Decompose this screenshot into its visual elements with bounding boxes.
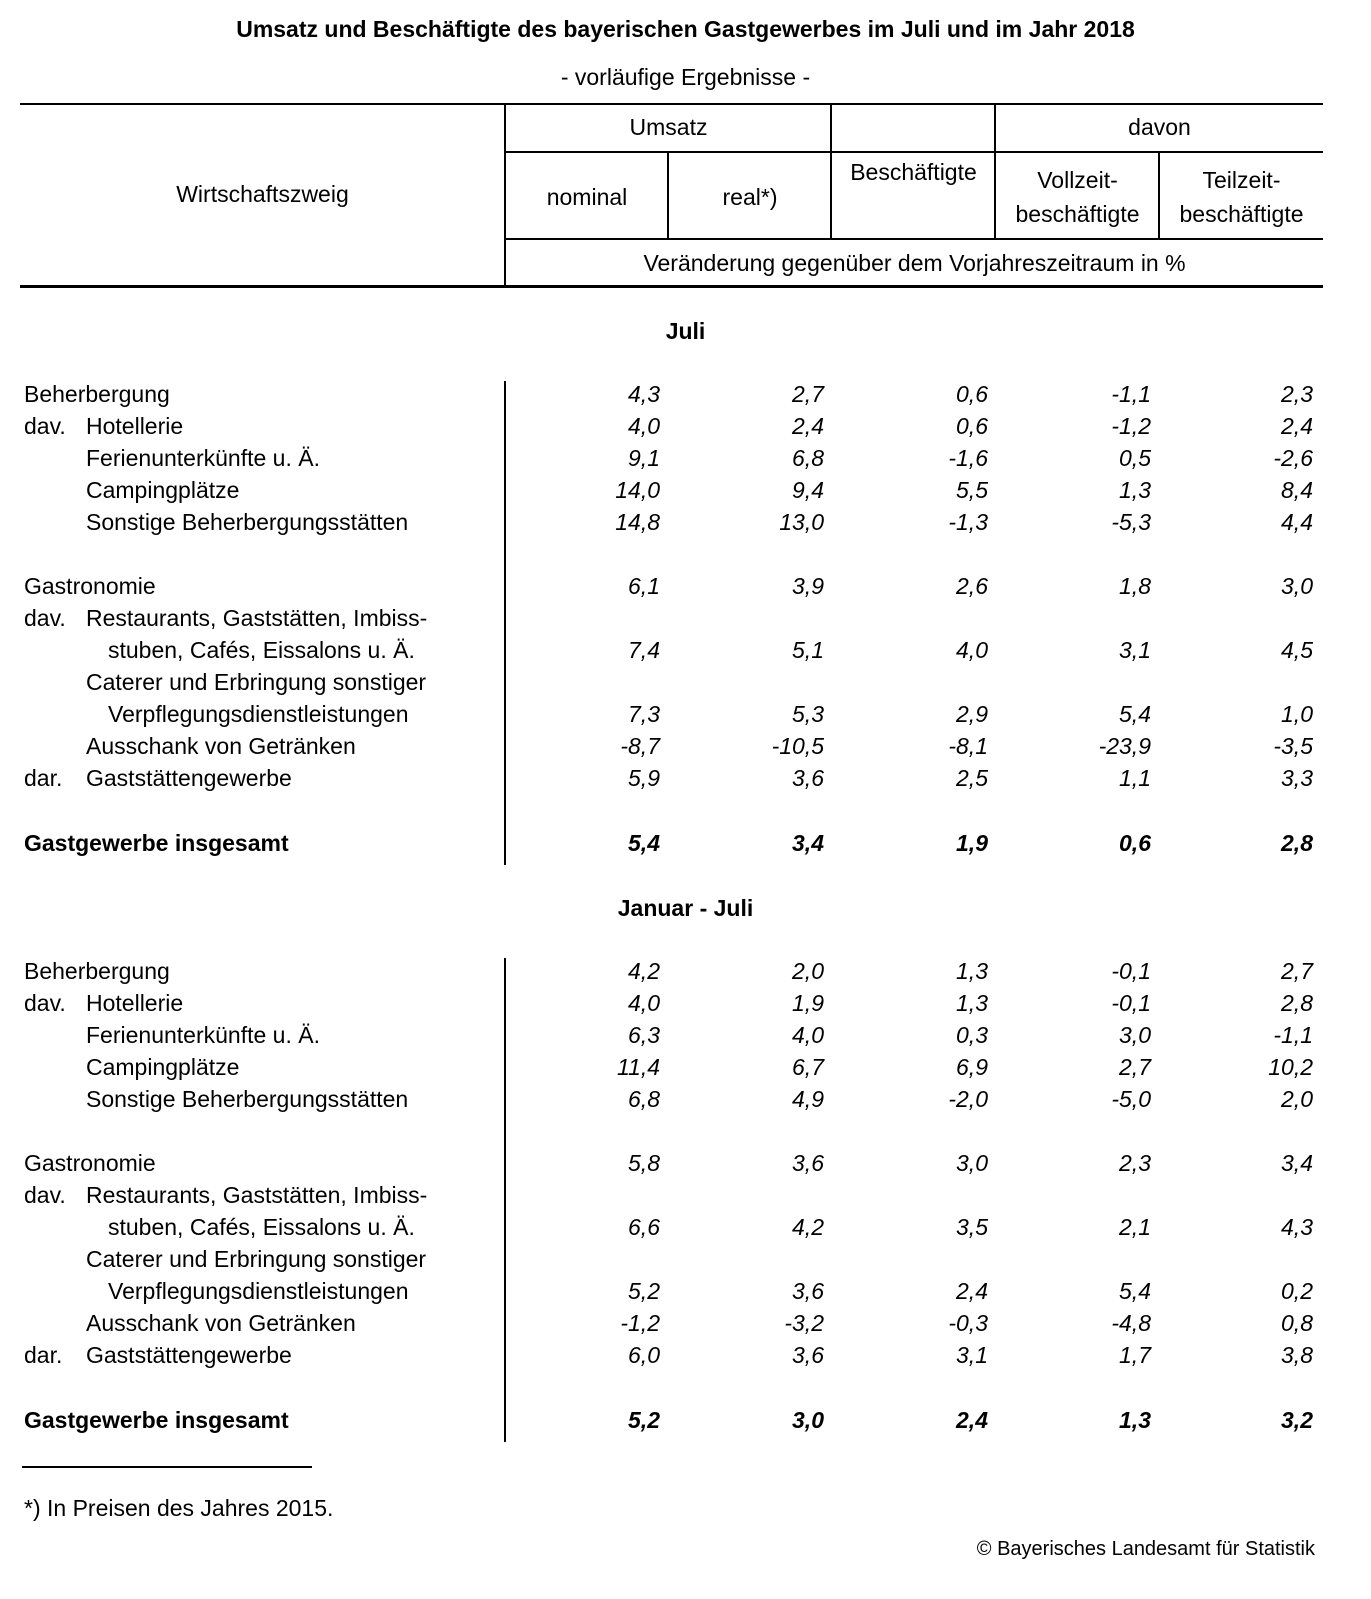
table-row — [0, 381, 1371, 413]
row-value: -0,1 — [1111, 990, 1151, 1016]
footnote-rule — [22, 1466, 312, 1468]
row-value: 3,0 — [792, 1407, 824, 1433]
row-value: 8,4 — [1281, 477, 1313, 503]
row-label: Hotellerie — [86, 990, 184, 1016]
row-value: 5,4 — [1119, 1278, 1151, 1304]
table-row — [0, 573, 1371, 605]
row-value: 2,6 — [956, 573, 988, 599]
row-value: 4,0 — [956, 637, 988, 663]
table-row — [0, 1022, 1371, 1054]
row-value: 4,0 — [628, 413, 660, 439]
row-value: 0,5 — [1119, 445, 1151, 471]
row-value: 4,2 — [792, 1214, 824, 1240]
row-label: Verpflegungsdienstleistungen — [108, 701, 409, 727]
table-row — [0, 1054, 1371, 1086]
row-value: 3,6 — [792, 1278, 824, 1304]
header-teilzeit — [1160, 163, 1323, 231]
row-value: 7,3 — [628, 701, 660, 727]
row-value: 5,4 — [628, 830, 660, 856]
row-value: -1,3 — [948, 509, 988, 535]
header-vollzeit-line1: Vollzeit- — [1037, 167, 1118, 193]
row-label: Caterer und Erbringung sonstiger — [86, 1246, 427, 1272]
row-value: 1,9 — [956, 830, 988, 856]
row-value: 0,8 — [1281, 1310, 1313, 1336]
header-rule-1 — [505, 151, 1323, 153]
row-value: 4,4 — [1281, 509, 1313, 535]
row-value: 4,0 — [628, 990, 660, 1016]
row-value: 5,2 — [628, 1407, 660, 1433]
row-label: Restaurants, Gaststätten, Imbiss- — [86, 605, 428, 631]
row-value: 6,7 — [792, 1054, 824, 1080]
row-value: 3,0 — [1119, 1022, 1151, 1048]
row-value: 2,4 — [956, 1278, 988, 1304]
row-value: 1,3 — [1119, 477, 1151, 503]
row-prefix: dav. — [24, 990, 66, 1016]
row-value: 0,6 — [1119, 830, 1151, 856]
row-value: 6,8 — [792, 445, 824, 471]
table-row — [0, 477, 1371, 509]
row-value: 0,6 — [956, 413, 988, 439]
table-subtitle: - vorläufige Ergebnisse - — [560, 64, 811, 90]
row-value: 2,7 — [1281, 958, 1313, 984]
row-value: -3,5 — [1273, 733, 1313, 759]
row-value: 2,7 — [1119, 1054, 1151, 1080]
row-value: -1,1 — [1111, 381, 1151, 407]
row-value: -2,0 — [948, 1086, 988, 1112]
row-value: 1,7 — [1119, 1342, 1151, 1368]
table-row — [0, 445, 1371, 477]
table-row — [0, 1214, 1371, 1246]
row-value: 1,9 — [792, 990, 824, 1016]
header-unit: Veränderung gegenüber dem Vorjahreszeitraum in % — [643, 250, 1186, 276]
row-value: -1,2 — [620, 1310, 660, 1336]
table-row — [0, 1246, 1371, 1278]
row-label: Beherbergung — [24, 958, 170, 984]
header-teilzeit-line2: beschäftigte — [1179, 201, 1304, 227]
row-value: 2,4 — [1281, 413, 1313, 439]
copyright: © Bayerisches Landesamt für Statistik — [976, 1538, 1315, 1560]
row-value: 1,3 — [956, 990, 988, 1016]
row-value: 2,4 — [792, 413, 824, 439]
row-label: Beherbergung — [24, 381, 170, 407]
table-row — [0, 990, 1371, 1022]
row-value: 3,4 — [1281, 1150, 1313, 1176]
row-value: 3,0 — [956, 1150, 988, 1176]
row-value: 6,3 — [628, 1022, 660, 1048]
row-value: -10,5 — [771, 733, 824, 759]
row-value: -1,1 — [1273, 1022, 1313, 1048]
row-value: 5,9 — [628, 765, 660, 791]
row-value: 3,9 — [792, 573, 824, 599]
row-value: 3,0 — [1281, 573, 1313, 599]
header-umsatz: Umsatz — [629, 114, 708, 140]
row-label: Sonstige Beherbergungsstätten — [86, 1086, 409, 1112]
row-label: Gastronomie — [24, 1150, 156, 1176]
header-wirtschaftszweig: Wirtschaftszweig — [176, 181, 349, 207]
header-nominal: nominal — [546, 184, 628, 210]
table-row — [0, 509, 1371, 541]
row-label: Ferienunterkünfte u. Ä. — [86, 1022, 320, 1048]
row-value: 6,0 — [628, 1342, 660, 1368]
row-value: -2,6 — [1273, 445, 1313, 471]
table-row — [0, 1086, 1371, 1118]
row-value: 2,8 — [1281, 830, 1313, 856]
row-value: 6,6 — [628, 1214, 660, 1240]
row-value: 5,5 — [956, 477, 988, 503]
row-value: 6,8 — [628, 1086, 660, 1112]
row-value: 10,2 — [1268, 1054, 1313, 1080]
header-vollzeit-line2: beschäftigte — [1015, 201, 1140, 227]
row-value: 4,9 — [792, 1086, 824, 1112]
row-value: 2,8 — [1281, 990, 1313, 1016]
header-davon: davon — [1128, 114, 1191, 140]
row-prefix: dav. — [24, 413, 66, 439]
row-label: Hotellerie — [86, 413, 184, 439]
row-prefix: dav. — [24, 1182, 66, 1208]
row-value: 5,3 — [792, 701, 824, 727]
row-value: 3,3 — [1281, 765, 1313, 791]
row-value: 4,3 — [1281, 1214, 1313, 1240]
row-value: 1,8 — [1119, 573, 1151, 599]
row-value: 6,1 — [628, 573, 660, 599]
table-row — [0, 413, 1371, 445]
row-label: Gaststättengewerbe — [86, 1342, 292, 1368]
row-label: Campingplätze — [86, 477, 240, 503]
row-label: Ausschank von Getränken — [86, 1310, 356, 1336]
row-label: Sonstige Beherbergungsstätten — [86, 509, 409, 535]
row-value: 3,4 — [792, 830, 824, 856]
row-value: 1,1 — [1119, 765, 1151, 791]
row-value: 4,2 — [628, 958, 660, 984]
header-teilzeit-line1: Teilzeit- — [1202, 167, 1281, 193]
header-top-rule — [20, 103, 1323, 105]
table-row — [0, 958, 1371, 990]
row-value: -0,1 — [1111, 958, 1151, 984]
row-value: 3,6 — [792, 1342, 824, 1368]
header-bottom-rule — [20, 285, 1323, 288]
row-value: 2,3 — [1119, 1150, 1151, 1176]
row-label: Campingplätze — [86, 1054, 240, 1080]
row-value: 13,0 — [779, 509, 824, 535]
row-value: 2,4 — [956, 1407, 988, 1433]
row-value: 11,4 — [616, 1054, 660, 1080]
row-value: 6,9 — [956, 1054, 988, 1080]
row-value: -5,3 — [1111, 509, 1151, 535]
table-row — [0, 733, 1371, 765]
row-value: 2,3 — [1281, 381, 1313, 407]
row-label: Caterer und Erbringung sonstiger — [86, 669, 427, 695]
row-label: Restaurants, Gaststätten, Imbiss- — [86, 1182, 428, 1208]
row-value: -1,6 — [948, 445, 988, 471]
row-label: Ferienunterkünfte u. Ä. — [86, 445, 320, 471]
row-value: 14,8 — [615, 509, 660, 535]
row-value: 0,6 — [956, 381, 988, 407]
header-real: real*) — [722, 184, 778, 210]
table-row — [0, 1407, 1371, 1439]
row-value: 4,5 — [1281, 637, 1313, 663]
row-value: 2,1 — [1119, 1214, 1151, 1240]
row-label: Verpflegungsdienstleistungen — [108, 1278, 409, 1304]
row-value: 4,0 — [792, 1022, 824, 1048]
table-row — [0, 1182, 1371, 1214]
row-value: 4,3 — [628, 381, 660, 407]
row-label: stuben, Cafés, Eissalons u. Ä. — [108, 1214, 415, 1240]
row-value: 0,3 — [956, 1022, 988, 1048]
row-value: 0,2 — [1281, 1278, 1313, 1304]
row-value: 2,5 — [956, 765, 988, 791]
row-value: 2,7 — [792, 381, 824, 407]
row-value: -8,7 — [620, 733, 660, 759]
row-value: 2,9 — [956, 701, 988, 727]
row-prefix: dar. — [24, 1342, 63, 1368]
table-row — [0, 637, 1371, 669]
row-value: 14,0 — [615, 477, 660, 503]
row-value: 3,5 — [956, 1214, 988, 1240]
row-value: 9,4 — [792, 477, 824, 503]
row-value: 5,1 — [792, 637, 824, 663]
table-row — [0, 765, 1371, 797]
row-prefix: dar. — [24, 765, 63, 791]
row-label: Gastgewerbe insgesamt — [24, 830, 289, 856]
row-value: 3,2 — [1281, 1407, 1313, 1433]
row-label: Ausschank von Getränken — [86, 733, 356, 759]
table-row — [0, 1342, 1371, 1374]
row-value: 7,4 — [628, 637, 660, 663]
header-beschaeftigte: Beschäftigte — [850, 159, 977, 185]
row-label: Gaststättengewerbe — [86, 765, 292, 791]
row-value: -0,3 — [948, 1310, 988, 1336]
row-value: -3,2 — [784, 1310, 824, 1336]
header-vollzeit — [996, 163, 1159, 231]
row-label: Gastronomie — [24, 573, 156, 599]
row-value: 3,1 — [1119, 637, 1151, 663]
row-value: 2,0 — [1281, 1086, 1313, 1112]
row-value: 1,3 — [956, 958, 988, 984]
row-value: 2,0 — [792, 958, 824, 984]
table-title: Umsatz und Beschäftigte des bayerischen Gastgewerbes im Juli und im Jahr 2018 — [236, 16, 1135, 42]
table-row — [0, 669, 1371, 701]
row-value: -4,8 — [1111, 1310, 1151, 1336]
row-value: 3,8 — [1281, 1342, 1313, 1368]
table-row — [0, 605, 1371, 637]
row-value: 5,4 — [1119, 701, 1151, 727]
table-row — [0, 1150, 1371, 1182]
row-value: -23,9 — [1098, 733, 1151, 759]
footnote: *) In Preisen des Jahres 2015. — [24, 1495, 334, 1521]
row-label: stuben, Cafés, Eissalons u. Ä. — [108, 637, 415, 663]
row-prefix: dav. — [24, 605, 66, 631]
row-value: 3,1 — [956, 1342, 988, 1368]
row-value: -5,0 — [1111, 1086, 1151, 1112]
row-value: 1,0 — [1281, 701, 1313, 727]
row-value: 5,2 — [628, 1278, 660, 1304]
table-row — [0, 830, 1371, 862]
row-value: 1,3 — [1119, 1407, 1151, 1433]
header-rule-2 — [505, 238, 1323, 240]
row-value: -8,1 — [948, 733, 988, 759]
row-label: Gastgewerbe insgesamt — [24, 1407, 289, 1433]
section-title: Januar - Juli — [617, 895, 754, 921]
row-value: 5,8 — [628, 1150, 660, 1176]
table-row — [0, 701, 1371, 733]
row-value: 3,6 — [792, 1150, 824, 1176]
row-value: 3,6 — [792, 765, 824, 791]
row-value: -1,2 — [1111, 413, 1151, 439]
row-value: 9,1 — [628, 445, 660, 471]
table-row — [0, 1278, 1371, 1310]
table-row — [0, 1310, 1371, 1342]
section-title: Juli — [665, 318, 706, 344]
